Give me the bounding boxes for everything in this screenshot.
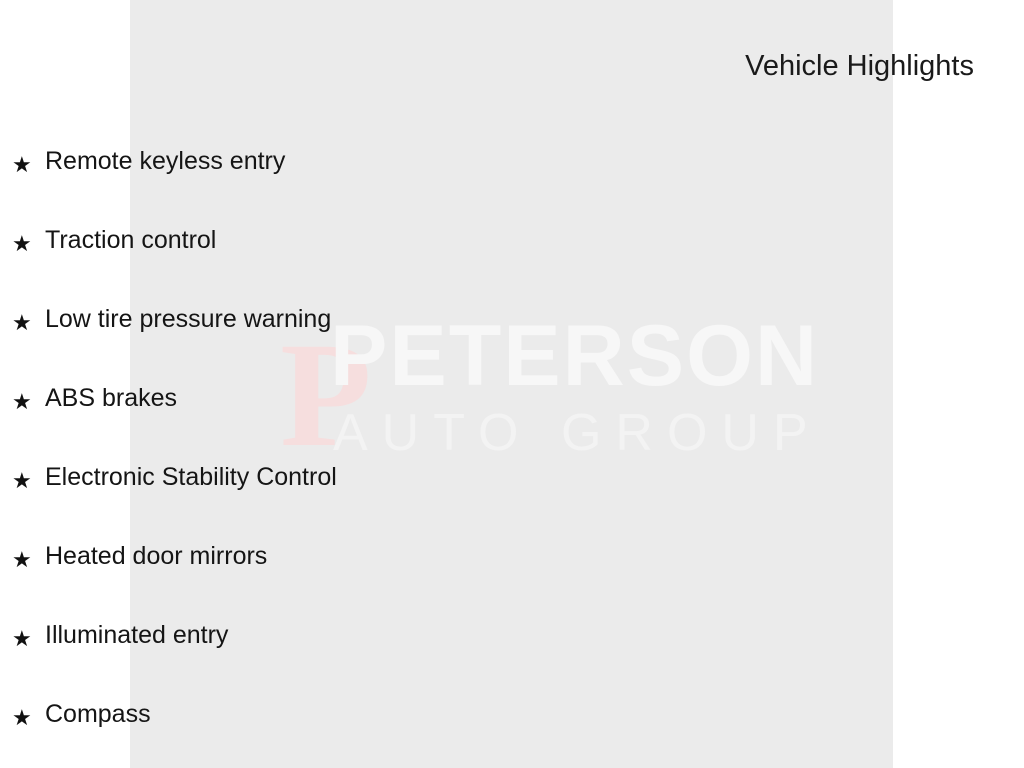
star-bullet-icon: ★ (12, 626, 32, 651)
page-title: Vehicle Highlights (745, 50, 974, 82)
star-bullet-icon: ★ (12, 310, 32, 335)
list-item (0, 620, 1024, 699)
star-bullet-icon: ★ (12, 547, 32, 572)
list-item-label: Remote keyless entry (45, 147, 286, 175)
vehicle-highlights-list (0, 146, 1024, 768)
star-bullet-icon: ★ (12, 152, 32, 177)
list-item-label: Illuminated entry (45, 621, 229, 649)
list-item (0, 541, 1024, 620)
star-bullet-icon: ★ (12, 468, 32, 493)
list-item (0, 146, 1024, 225)
watermark-brand-text: PETERSON (330, 308, 820, 404)
watermark-tagline-text: AUTO GROUP (333, 404, 822, 462)
watermark-monogram: P (280, 312, 372, 478)
list-item-label: Heated door mirrors (45, 542, 268, 570)
list-item-label: Electronic Stability Control (45, 463, 337, 491)
star-bullet-icon: ★ (12, 705, 32, 730)
list-item-label: ABS brakes (45, 384, 178, 412)
star-bullet-icon: ★ (12, 389, 32, 414)
list-item (0, 304, 1024, 383)
list-item (0, 699, 1024, 768)
list-item (0, 462, 1024, 541)
list-item-label: Traction control (45, 226, 217, 254)
list-item (0, 383, 1024, 462)
list-item (0, 225, 1024, 304)
list-item-label: Compass (45, 700, 151, 728)
list-item-label: Low tire pressure warning (45, 305, 332, 333)
star-bullet-icon: ★ (12, 231, 32, 256)
